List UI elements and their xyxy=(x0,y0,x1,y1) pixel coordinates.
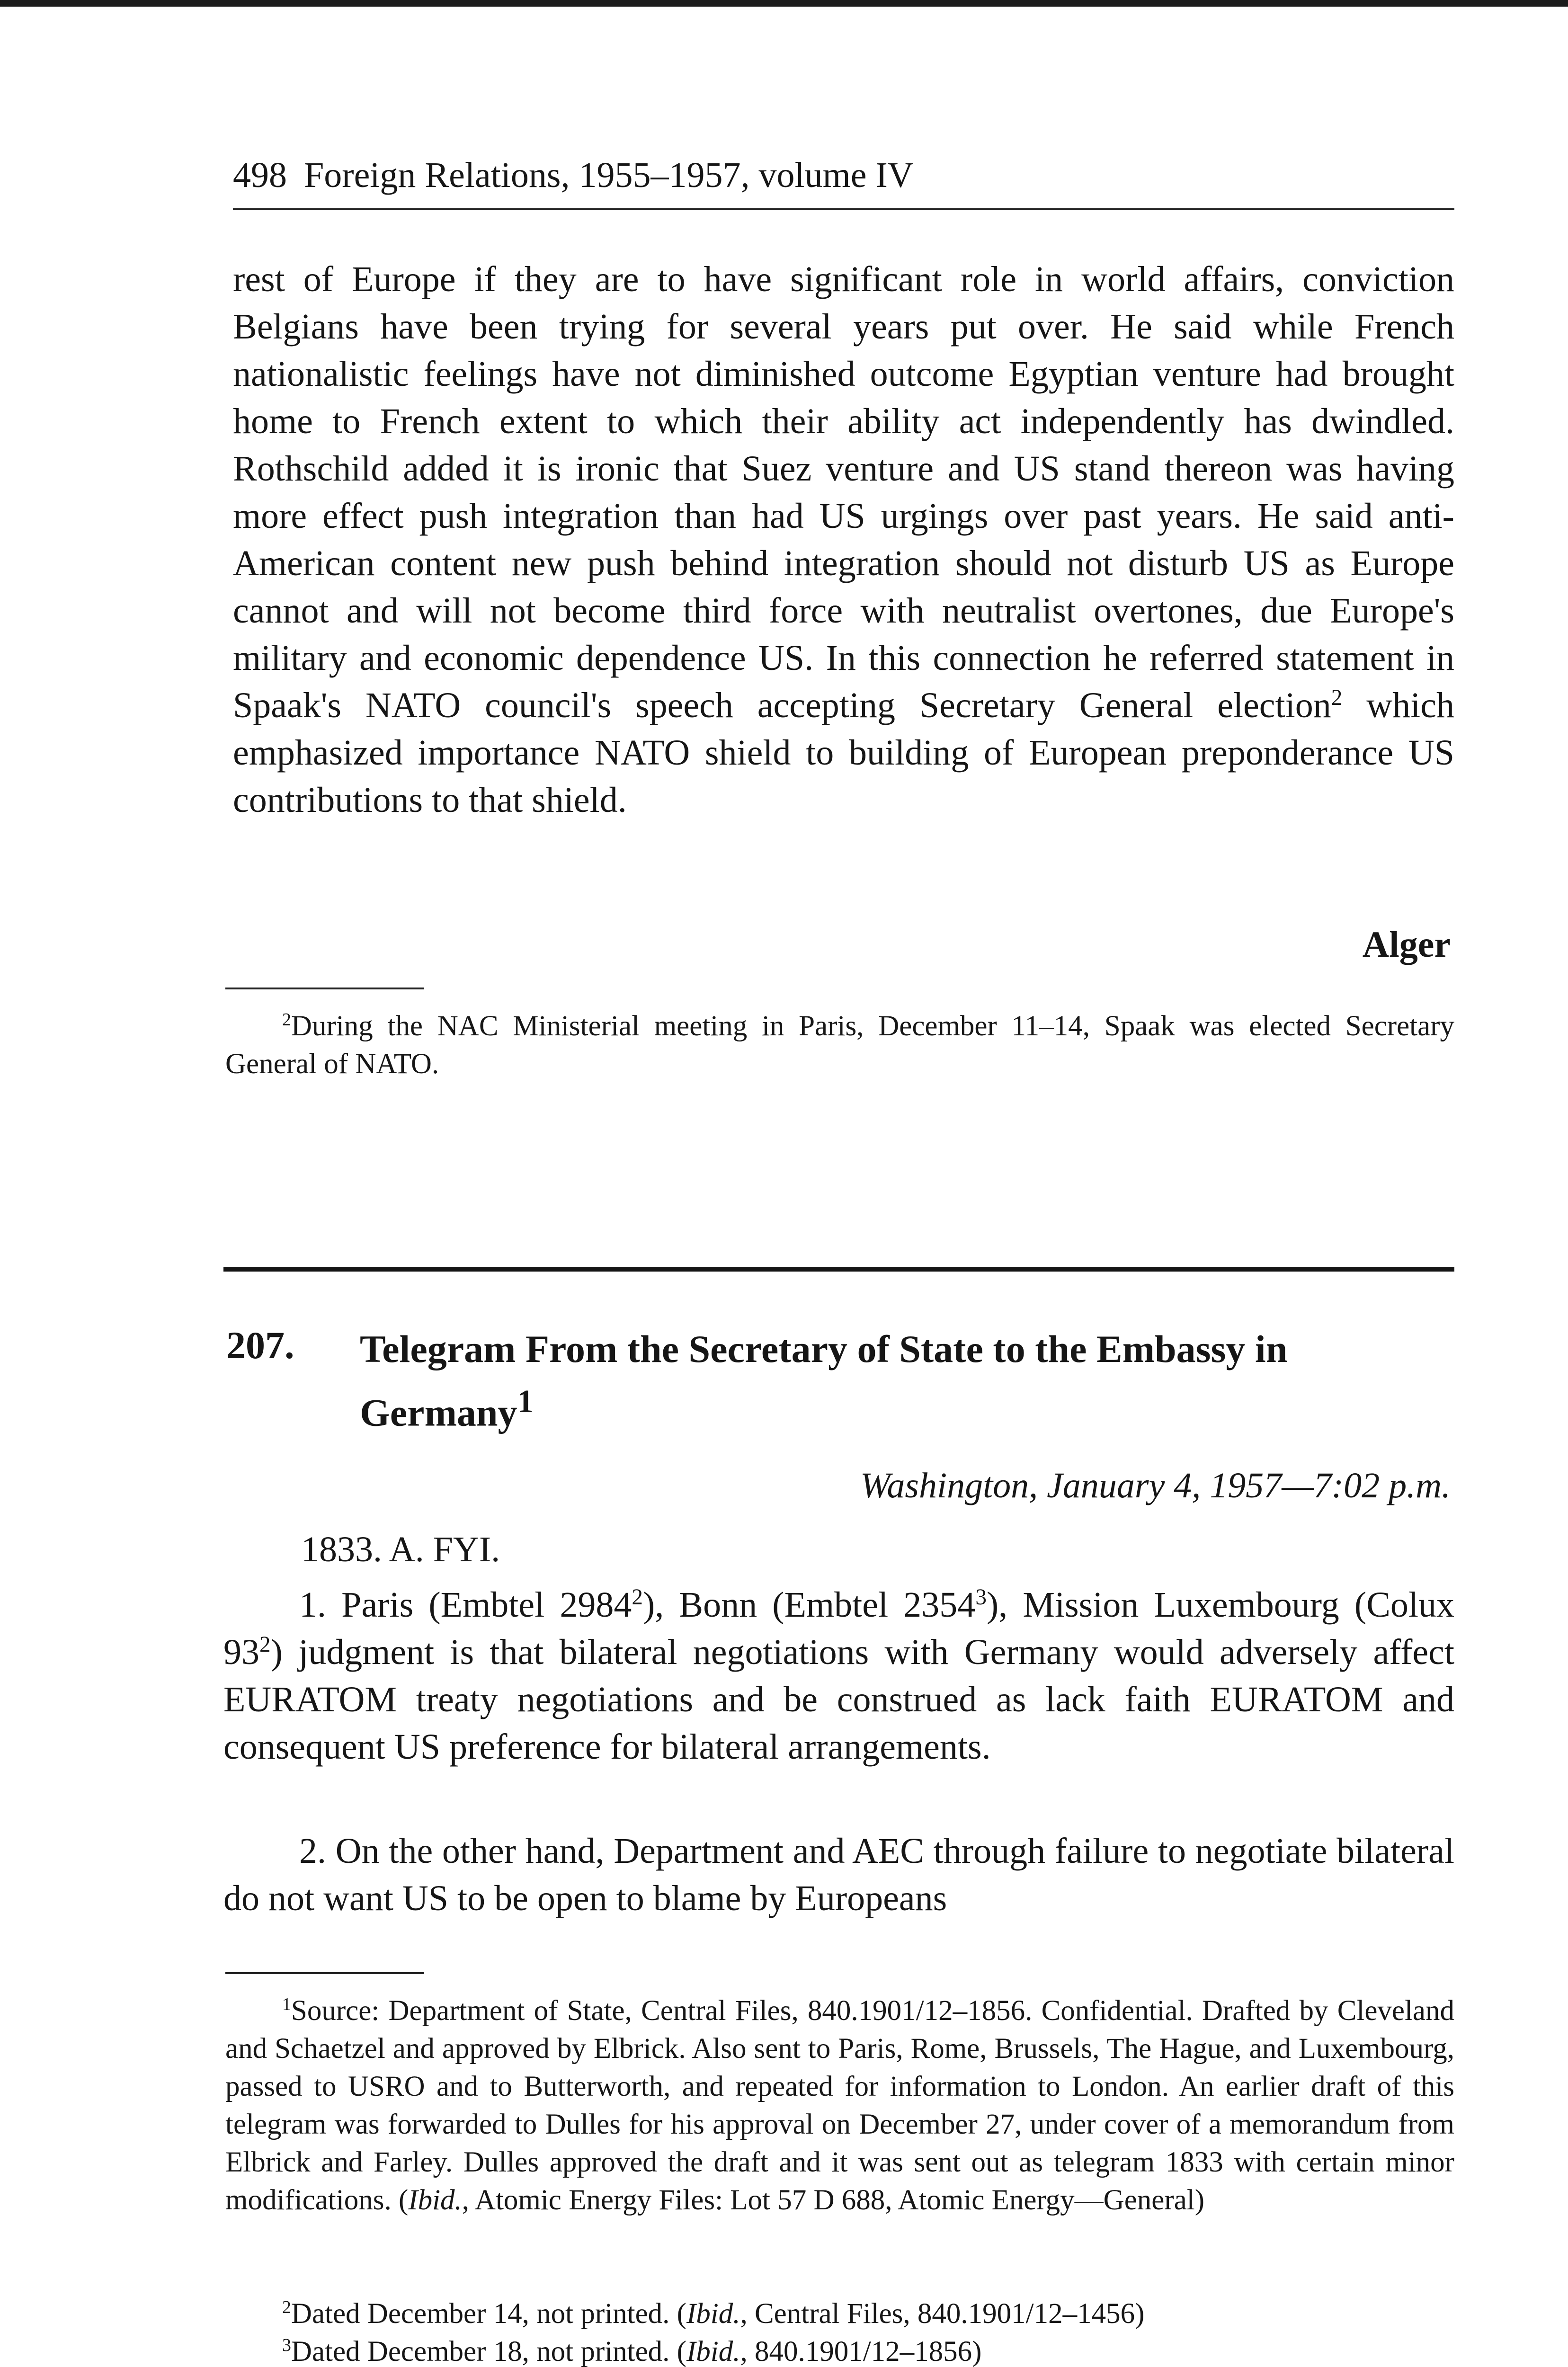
footnote-2-text: Dated December 14, not printed. ( xyxy=(291,2298,686,2330)
dateline: Washington, January 4, 1957—7:02 p.m. xyxy=(860,1466,1451,1505)
header-rule xyxy=(233,208,1454,210)
document-title-text: Telegram From the Secretary of State to the Embassy in Germany xyxy=(360,1327,1288,1434)
footnote-2-marker: 2 xyxy=(282,2297,291,2318)
document-number: 207. xyxy=(226,1324,294,1367)
document-title xyxy=(360,1323,1401,1439)
running-header xyxy=(233,152,1454,198)
telegram-opening: 1833. A. FYI. xyxy=(301,1530,500,1569)
footnote-2-ibid: Ibid. xyxy=(686,2298,740,2330)
footnote-text: During the NAC Ministerial meeting in Paris, December 11–14, Spaak was elected Secretary General of NATO. xyxy=(225,1010,1454,1080)
footnote-ref-2: 2 xyxy=(1331,685,1343,711)
page-number: 498 xyxy=(233,155,287,195)
para1-part-a: 1. Paris (Embtel 2984 xyxy=(299,1585,632,1625)
para1-note-2: 3 xyxy=(975,1585,987,1610)
page-top-border xyxy=(0,0,1568,7)
footnote-rule-2 xyxy=(225,1972,424,1974)
para1-note-1: 2 xyxy=(632,1585,643,1610)
title-footnote-ref: 1 xyxy=(517,1383,534,1419)
continuation-tail: which emphasized importance NATO shield to building of European preponderance US contributions to that shield. xyxy=(233,685,1454,820)
paragraph-2: 2. On the other hand, Department and AEC through failure to negotiate bilateral do not want US to be open to blame by Europeans xyxy=(223,1831,1454,1918)
document-separator-rule xyxy=(223,1267,1454,1272)
footnote-3-tail: , 840.1901/12–1856) xyxy=(740,2336,982,2367)
para1-part-b: ), Bonn (Embtel 2354 xyxy=(642,1585,976,1625)
paragraph-1 xyxy=(223,1581,1454,1771)
footnote-1 xyxy=(225,1992,1454,2219)
footnote-rule xyxy=(225,988,424,989)
continuation-paragraph xyxy=(233,256,1454,824)
footnote-3-text: Dated December 18, not printed. ( xyxy=(291,2336,686,2367)
previous-document-footnote xyxy=(225,1007,1454,1083)
continuation-text: rest of Europe if they are to have significant role in world affairs, conviction Belgians have been trying for several years put over. He said while French nationalistic feelings have not diminished outcome Egyptian venture had brought home to French extent to which their ability act independently has dwindled. Rothschild added it is ironic that Suez venture and US stand thereon was having more effect push integration than had US urgings over past years. He said anti-American content new push behind integration should not disturb US as Europe cannot and will not become third force with neutralist overtones, due Europe's military and economic dependence US. In this connection he referred statement in Spaak's NATO council's speech accepting Secretary General election xyxy=(233,259,1454,725)
signature: Alger xyxy=(1362,924,1451,965)
footnote-3 xyxy=(225,2333,1454,2367)
footnote-2-tail: , Central Files, 840.1901/12–1456) xyxy=(740,2298,1145,2330)
footnote-3-ibid: Ibid. xyxy=(686,2336,740,2367)
footnote-1-tail: , Atomic Energy Files: Lot 57 D 688, Atomic Energy—General) xyxy=(462,2184,1205,2216)
footnote-1-text: Source: Department of State, Central Files, 840.1901/12–1856. Confidential. Drafted by Cleveland and Schaetzel and approved by Elbrick. Also sent to Paris, Rome, Brussels, The Hague, and Luxembourg, passed to USRO and to Butterworth, and repeated for information to London. An earlier draft of this telegram was forwarded to Dulles for his approval on December 27, under cover of a memorandum from Elbrick and Farley. Dulles approved the draft and it was sent out as telegram 1833 with certain minor modifications. ( xyxy=(225,1995,1454,2216)
para1-note-3: 2 xyxy=(259,1632,271,1657)
running-title: Foreign Relations, 1955–1957, volume IV xyxy=(304,155,914,195)
footnote-3-marker: 3 xyxy=(282,2335,291,2356)
para1-part-d: ) judgment is that bilateral negotiations with Germany would adversely affect EURATOM treaty negotiations and be construed as lack faith EURATOM and consequent US preference for bilateral arrangements. xyxy=(223,1632,1454,1767)
footnote-1-ibid: Ibid. xyxy=(408,2184,462,2216)
footnote-marker: 2 xyxy=(282,1010,291,1030)
footnote-2 xyxy=(225,2295,1454,2333)
para1-part-c: ), Mission Luxembourg (Colux 93 xyxy=(223,1585,1455,1672)
footnote-1-marker: 1 xyxy=(282,1994,291,2015)
